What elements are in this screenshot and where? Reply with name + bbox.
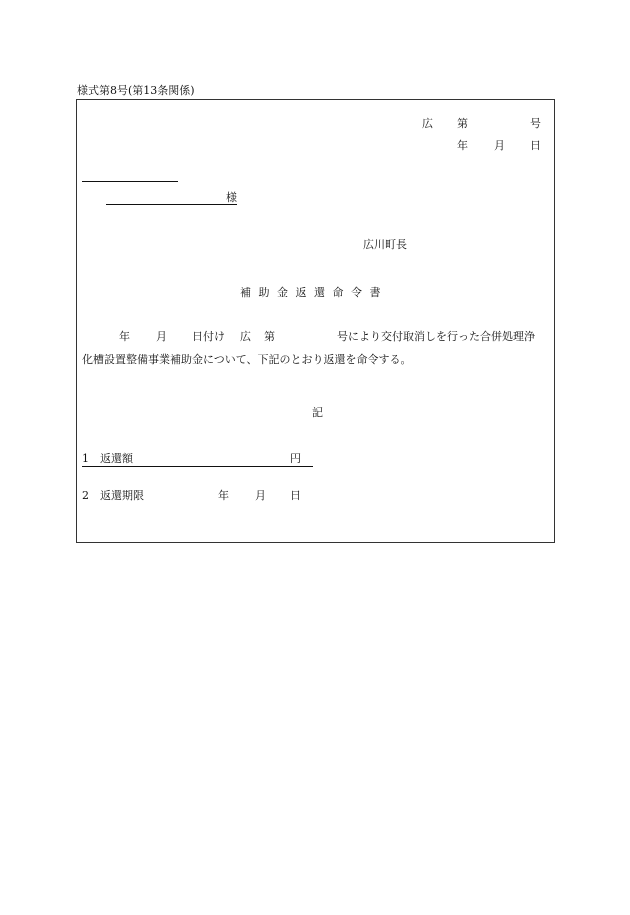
item1-unit: 円 bbox=[290, 452, 301, 465]
item1-label: 1 返還額 bbox=[82, 452, 133, 465]
addressee-suffix: 様 bbox=[226, 191, 237, 204]
document-frame bbox=[76, 99, 555, 543]
item2-month: 月 bbox=[255, 489, 266, 502]
body-line2: 化槽設置整備事業補助金について、下記のとおり返還を命令する。 bbox=[82, 353, 412, 366]
item2-label: 2 返還期限 bbox=[82, 489, 144, 502]
ki-heading: 記 bbox=[312, 406, 323, 419]
ref-go: 号 bbox=[530, 117, 541, 130]
body-ref-prefix: 広 bbox=[240, 330, 251, 343]
body-date-suffix: 日付け bbox=[192, 330, 225, 343]
form-number-label: 様式第8号(第13条関係) bbox=[77, 84, 195, 97]
ref-prefix: 広 bbox=[422, 117, 433, 130]
body-ref-dai: 第 bbox=[264, 330, 275, 343]
body-month: 月 bbox=[156, 330, 167, 343]
date-year: 年 bbox=[457, 139, 468, 152]
item2-year: 年 bbox=[218, 489, 229, 502]
ref-dai: 第 bbox=[457, 117, 468, 130]
date-day: 日 bbox=[530, 139, 541, 152]
address-blank-line bbox=[82, 181, 178, 182]
document-title: 補助金返還命令書 bbox=[240, 286, 388, 299]
body-year: 年 bbox=[119, 330, 130, 343]
issuer-name: 広川町長 bbox=[363, 238, 407, 251]
item1-underline bbox=[82, 466, 313, 467]
date-month: 月 bbox=[494, 139, 505, 152]
item2-day: 日 bbox=[290, 489, 301, 502]
body-line1-rest: 号により交付取消しを行った合併処理浄 bbox=[337, 330, 535, 343]
addressee-blank-line bbox=[106, 204, 237, 205]
